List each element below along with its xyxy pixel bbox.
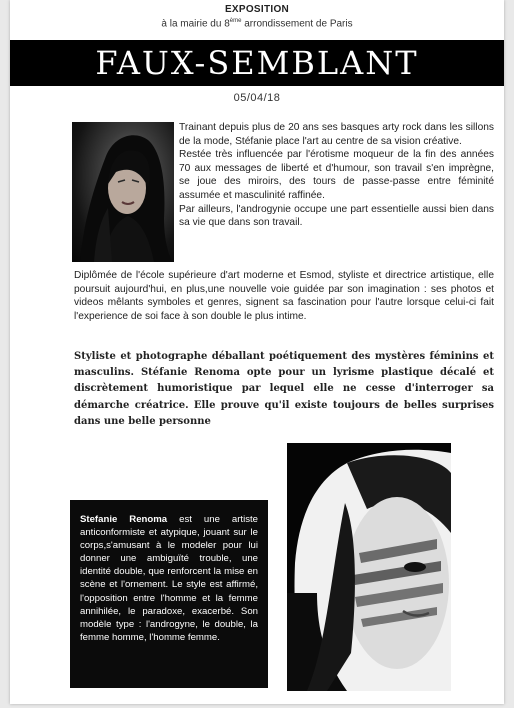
location-prefix: à la mairie du 8 bbox=[161, 18, 230, 30]
portrait-photo bbox=[72, 122, 174, 262]
bio-description: est une artiste anticonformiste et atypique, jouant sur le corps,s'amusant à le modeler pour lui donner une ambiguïté trouble, une identité double, que renforcent la mise en scène et l'ornement. Le style est affirmé, l'opposition entre l'homme et la femme annihilée, le paradoxe, exacerbé. Son modèle type : l'androgyne, le double, la femme homme, l'homme femme. bbox=[80, 514, 258, 643]
publication-date: 05/04/18 bbox=[233, 92, 281, 104]
intro-paragraph: Trainant depuis plus de 20 ans ses basques arty rock dans les sillons de la mode, Stéfanie place l'art au centre de sa vision créative. bbox=[179, 122, 494, 147]
highlight-paragraph: Styliste et photographe déballant poétiquement des mystères féminins et masculins. Stéfanie Renoma opte pour un lyrisme plastique décalé et discrètement humoristique par lequel elle ne cesse d'interroger sa démarche créatrice. Elle prouve qu'il existe toujours de belles surprises dans une belle personne bbox=[74, 351, 494, 427]
article-page bbox=[10, 0, 504, 704]
location-superscript: ème bbox=[229, 18, 242, 24]
face-illustration bbox=[287, 443, 451, 691]
androgyny-paragraph: Par ailleurs, l'androgynie occupe une part essentielle aussi bien dans sa vie que dans son travail. bbox=[179, 203, 494, 229]
bio-box bbox=[70, 500, 268, 688]
influence-paragraph: Restée très influencée par l'érotisme moqueur de la fin des années 70 aux messages de liberté et d'humour, son travail s'en imprègne, se joue des miroirs, des tours de passe-passe entre féminité assumée et masculinité raffinée. bbox=[179, 149, 494, 201]
exhibition-location bbox=[10, 18, 504, 29]
title-banner bbox=[10, 40, 504, 86]
artist-name: Stefanie Renoma bbox=[80, 514, 168, 525]
diploma-paragraph: Diplômée de l'école supérieure d'art moderne et Esmod, styliste et directrice artistique, elle poursuit aujourd'hui, en plus,une nouvelle voie guidée par son imagination : ses photos et videos mêlants symboles et genres, signent sa fascination pour l'autre lorsque celui-ci fait l'experience de soi face à son double le plus intime. bbox=[74, 270, 494, 322]
exhibition-header bbox=[10, 4, 504, 29]
intro-column bbox=[179, 121, 494, 230]
bio-text bbox=[80, 513, 258, 644]
location-suffix: arrondissement de Paris bbox=[241, 18, 353, 30]
exhibition-label: EXPOSITION bbox=[224, 4, 290, 15]
portrait-illustration bbox=[72, 122, 174, 262]
face-shadow-photo bbox=[287, 443, 451, 691]
page-title: FAUX-SEMBLANT bbox=[95, 44, 419, 82]
